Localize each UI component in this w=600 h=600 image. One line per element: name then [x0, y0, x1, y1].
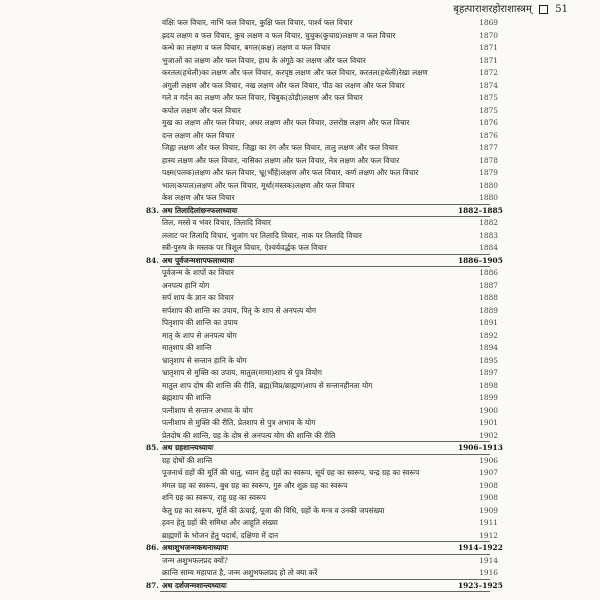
entry-text: अनपत्य हानि योग — [162, 280, 210, 290]
entry-text: ब्रह्मशाप की शान्ति — [162, 393, 211, 402]
chapter-title: अथ पूर्वजन्मशापफलाध्यायः — [162, 255, 235, 265]
entry-text: भुजाओं का लक्षण और फल विचार, हाथ के अंगूठे का लक्षण और फल विचार — [162, 55, 366, 65]
entry-text: ह्रदय लक्षण व फल विचार, कुच लक्षण व फल विचार, चुचुक(कुचाग्र)लक्षण व फल विचार — [162, 30, 396, 40]
entry-text: जन्म अशुभफलप्रद क्यों? — [162, 555, 228, 565]
square-icon — [539, 5, 548, 14]
page-ref: 1870 — [479, 30, 498, 40]
page-ref: 1892 — [479, 330, 498, 340]
toc-entry — [0, 305, 600, 317]
toc-entry — [0, 530, 600, 542]
page-ref: 1912 — [479, 530, 498, 540]
entry-text: भ्रातृशाप से सन्तान हानि के योग — [162, 355, 247, 365]
entry-text: तिल, मस्से व भंवर विचार, तिलादि विचार — [162, 218, 271, 227]
chapter-title: अथ तिलादिलांछनफलाध्यायः — [162, 205, 238, 215]
page-ref: 1886–1905 — [458, 255, 503, 265]
entry-text: मातृ के शाप से अनपत्य योग — [162, 330, 237, 340]
toc-entry — [0, 567, 600, 579]
entry-text: भ्रातृशाप से मुक्ति का उपाय, मातुल(मामा)शाप से पुत्र वियोग — [162, 368, 322, 377]
page-ref: 1869 — [479, 18, 498, 27]
entry-text: प्रेतदोष की शान्ति, ग्रह के दोष से अनपत्य योग की शान्ति की रीति — [162, 430, 336, 440]
page-ref: 1871 — [479, 43, 498, 52]
entry-text: क्रान्ति साम्य महापात है, जन्म अशुभफलप्रद हो तो क्या करें — [162, 568, 318, 577]
entry-text: कन्धे का लक्षण व फल विचार, बगल(कक्ष) लक्षण व फल विचार — [162, 43, 331, 52]
page-ref: 1880 — [479, 180, 498, 190]
page-ref: 1886 — [479, 268, 498, 277]
page-ref: 1889 — [479, 305, 498, 315]
divider — [160, 591, 490, 592]
toc-entry — [0, 230, 600, 242]
toc-entry — [0, 42, 600, 54]
page-ref: 1876 — [479, 130, 498, 140]
toc-entry — [0, 455, 600, 467]
chapter-heading — [0, 542, 600, 554]
page-ref: 1900 — [479, 405, 498, 415]
entry-text: करतल(हथेली)का लक्षण और फल विचार, करपृष्ठ लक्षण और फल विचार, करतल(हथेली)रेखा लक्षण — [162, 68, 428, 77]
page-ref: 1897 — [479, 368, 498, 377]
entry-text: सर्पशाप की शान्ति का उपाय, पितृ के शाप से अनपत्य योग — [162, 305, 317, 315]
chapter-title: अथाशुभजन्मकथनाध्यायः — [162, 543, 228, 552]
page-ref: 1884 — [479, 243, 498, 252]
page-ref: 1888 — [479, 293, 498, 302]
toc-entry — [0, 67, 600, 79]
chapter-heading — [0, 255, 600, 267]
page-ref: 1877 — [479, 143, 498, 152]
page-ref: 1883 — [479, 230, 498, 240]
page-ref: 1908 — [479, 480, 498, 490]
toc-entry — [0, 392, 600, 404]
entry-text: केश लक्षण और फल विचार — [162, 193, 235, 202]
entry-text: मंगल ग्रह का स्वरूप, बुध ग्रह का स्वरूप, गुरु और शुक्र ग्रह का स्वरूप — [162, 480, 348, 490]
entry-text: पितृशाप की शान्ति का उपाय — [162, 318, 238, 327]
toc-entry — [0, 517, 600, 529]
page-ref: 1876 — [479, 118, 498, 127]
toc-entry — [0, 417, 600, 429]
page-ref: 1872 — [479, 68, 498, 77]
chapter-number: 85. — [146, 443, 159, 452]
toc-entry — [0, 317, 600, 329]
page-ref: 1902 — [479, 430, 498, 440]
page-ref: 1923–1925 — [458, 580, 503, 590]
toc-entry — [0, 130, 600, 142]
page-ref: 1906–1913 — [458, 443, 503, 452]
entry-text: हास्य लक्षण और फल विचार, नासिका लक्षण और फल विचार, नेत्र लक्षण और फल विचार — [162, 155, 400, 165]
entry-text: पूजनार्थ ग्रहों की मूर्ति की धातु, ध्यान हेतु ग्रहों का स्वरूप, सूर्य ग्रह का स्वरूप, चन्द्र ग्रह का स्वरूप — [162, 468, 420, 477]
toc-entry — [0, 217, 600, 229]
page-ref: 1901 — [479, 418, 498, 427]
entry-text: जिह्वा लक्षण और फल विचार, जिह्वा का रंग और फल विचार, तालु लक्षण और फल विचार — [162, 143, 398, 152]
entry-text: अंगुली लक्षण और फल विचार, नख लक्षण और फल विचार, पीठ का लक्षण और फल विचार — [162, 80, 405, 90]
page-ref: 1916 — [479, 568, 498, 577]
page-ref: 1878 — [479, 155, 498, 165]
chapter-title: अथ ग्रहशान्त्यध्यायः — [162, 443, 214, 452]
page-ref: 1882–1885 — [458, 205, 503, 215]
chapter-number: 87. — [146, 580, 159, 590]
toc-entry — [0, 555, 600, 567]
entry-text: पत्नीशाप से मुक्ति की रीति, प्रेतशाप से पुत्र अभाव के योग — [162, 418, 316, 427]
page-ref: 1874 — [479, 80, 498, 90]
entry-text: कपोल लक्षण और फल विचार — [162, 105, 241, 115]
entry-text: मुख का लक्षण और फल विचार, अधर लक्षण और फल विचार, उत्तरोष्ठ लक्षण और फल विचार — [162, 118, 410, 127]
toc-entry — [0, 92, 600, 104]
toc-entry — [0, 80, 600, 92]
toc-entry — [0, 430, 600, 442]
toc-entry — [0, 292, 600, 304]
toc-entry — [0, 17, 600, 29]
entry-text: भाल(कपाल)लक्षण और फल विचार, मूर्धा(मस्तक)लक्षण और फल विचार — [162, 180, 355, 190]
page-ref: 1909 — [479, 505, 498, 515]
page-ref: 1906 — [479, 455, 498, 465]
page-ref: 1911 — [479, 518, 498, 527]
page-ref: 1875 — [479, 105, 498, 115]
entry-text: पक्ष्म(पलक)लक्षण और फल विचार, भ्रू(भौंहें)लक्षण और फल विचार, कर्ण लक्षण और फल विचार — [162, 168, 419, 177]
page-ref: 1875 — [479, 93, 498, 102]
toc-entry — [0, 355, 600, 367]
toc-entry — [0, 480, 600, 492]
page-ref: 1895 — [479, 355, 498, 365]
book-title: बृहत्पाराशरहोराशास्त्रम् — [453, 4, 532, 15]
page-ref: 1899 — [479, 393, 498, 402]
entry-text: केतु ग्रह का स्वरूप, मूर्ति की ऊंचाई, पूजा की विधि, ग्रहों के मन्त्र व उनकी जपसंख्या — [162, 505, 385, 515]
toc-entry — [0, 267, 600, 279]
entry-text: मातृशाप की शान्ति — [162, 343, 212, 352]
toc-entry — [0, 192, 600, 204]
page-ref: 1898 — [479, 380, 498, 390]
entry-text: ललाट पर तिलादि विचार, भुजांग पर तिलादि विचार, नाक पर तिलादि विचार — [162, 230, 362, 240]
entry-text: ग्रह दोषों की शान्ति — [162, 455, 213, 465]
toc-entry — [0, 30, 600, 42]
toc-entry — [0, 330, 600, 342]
toc-entry — [0, 367, 600, 379]
entry-text: सर्प शाप के ज्ञान का विचार — [162, 293, 234, 302]
toc-entry — [0, 105, 600, 117]
page-ref: 1907 — [479, 468, 498, 477]
page-ref: 1894 — [479, 343, 498, 352]
entry-text: स्त्री-पुरुष के मस्तक पर त्रिशूल विचार, ऐश्वर्यवर्द्धक फल विचार — [162, 243, 327, 252]
page-ref: 1871 — [479, 55, 498, 65]
entry-text: ब्राह्मणों के भोजन हेतु पदार्थ, दक्षिणा में दान — [162, 530, 279, 540]
page-ref: 1882 — [479, 218, 498, 227]
entry-text: पत्नीशाप से सन्तान अभाव के योग — [162, 405, 253, 415]
entry-text: शनि ग्रह का स्वरूप, राहु ग्रह का स्वरूप — [162, 493, 266, 502]
toc-entry — [0, 280, 600, 292]
toc-entry — [0, 155, 600, 167]
entry-text: हवन हेतु ग्रहों की समिधा और आहुति संख्या — [162, 518, 278, 527]
page-ref: 1891 — [479, 318, 498, 327]
toc-entry — [0, 117, 600, 129]
entry-text: पूर्वजन्म के शापों का विचार — [162, 268, 234, 277]
page-ref: 1914–1922 — [458, 543, 503, 552]
chapter-heading — [0, 442, 600, 454]
entry-text: दन्त लक्षण और फल विचार — [162, 130, 235, 140]
page-ref: 1879 — [479, 168, 498, 177]
toc-entry — [0, 180, 600, 192]
entry-text: वक्षिः फल विचार, नाभि फल विचार, कुक्षि फल विचार, पार्श्व फल विचार — [162, 18, 353, 27]
toc-entry — [0, 505, 600, 517]
page-ref: 1908 — [479, 493, 498, 502]
chapter-title: अथ दर्शजन्मशान्त्यध्यायः — [162, 580, 227, 590]
toc-entry — [0, 342, 600, 354]
chapter-number: 84. — [146, 255, 159, 265]
toc-entry — [0, 405, 600, 417]
entry-text: गले व गर्दन का लक्षण और फल विचार, चिबुक(ठोड़ी)लक्षण और फल विचार — [162, 93, 363, 102]
chapter-heading — [0, 205, 600, 217]
page-ref: 1887 — [479, 280, 498, 290]
page-ref: 1880 — [479, 193, 498, 202]
chapter-number: 83. — [146, 205, 159, 215]
toc-entry — [0, 492, 600, 504]
toc-entry — [0, 55, 600, 67]
page-ref: 1914 — [479, 555, 498, 565]
chapter-number: 86. — [146, 543, 159, 552]
chapter-heading — [0, 580, 600, 592]
page-number: 51 — [555, 4, 568, 15]
entry-text: मातुल शाप दोष की शान्ति की रीति, ब्रह्म(विप्र/ब्राह्मण)शाप से सन्तानहीनता योग — [162, 380, 373, 390]
toc-entry — [0, 167, 600, 179]
toc-entry — [0, 467, 600, 479]
toc-entry — [0, 242, 600, 254]
toc-entry — [0, 380, 600, 392]
toc-entry — [0, 142, 600, 154]
